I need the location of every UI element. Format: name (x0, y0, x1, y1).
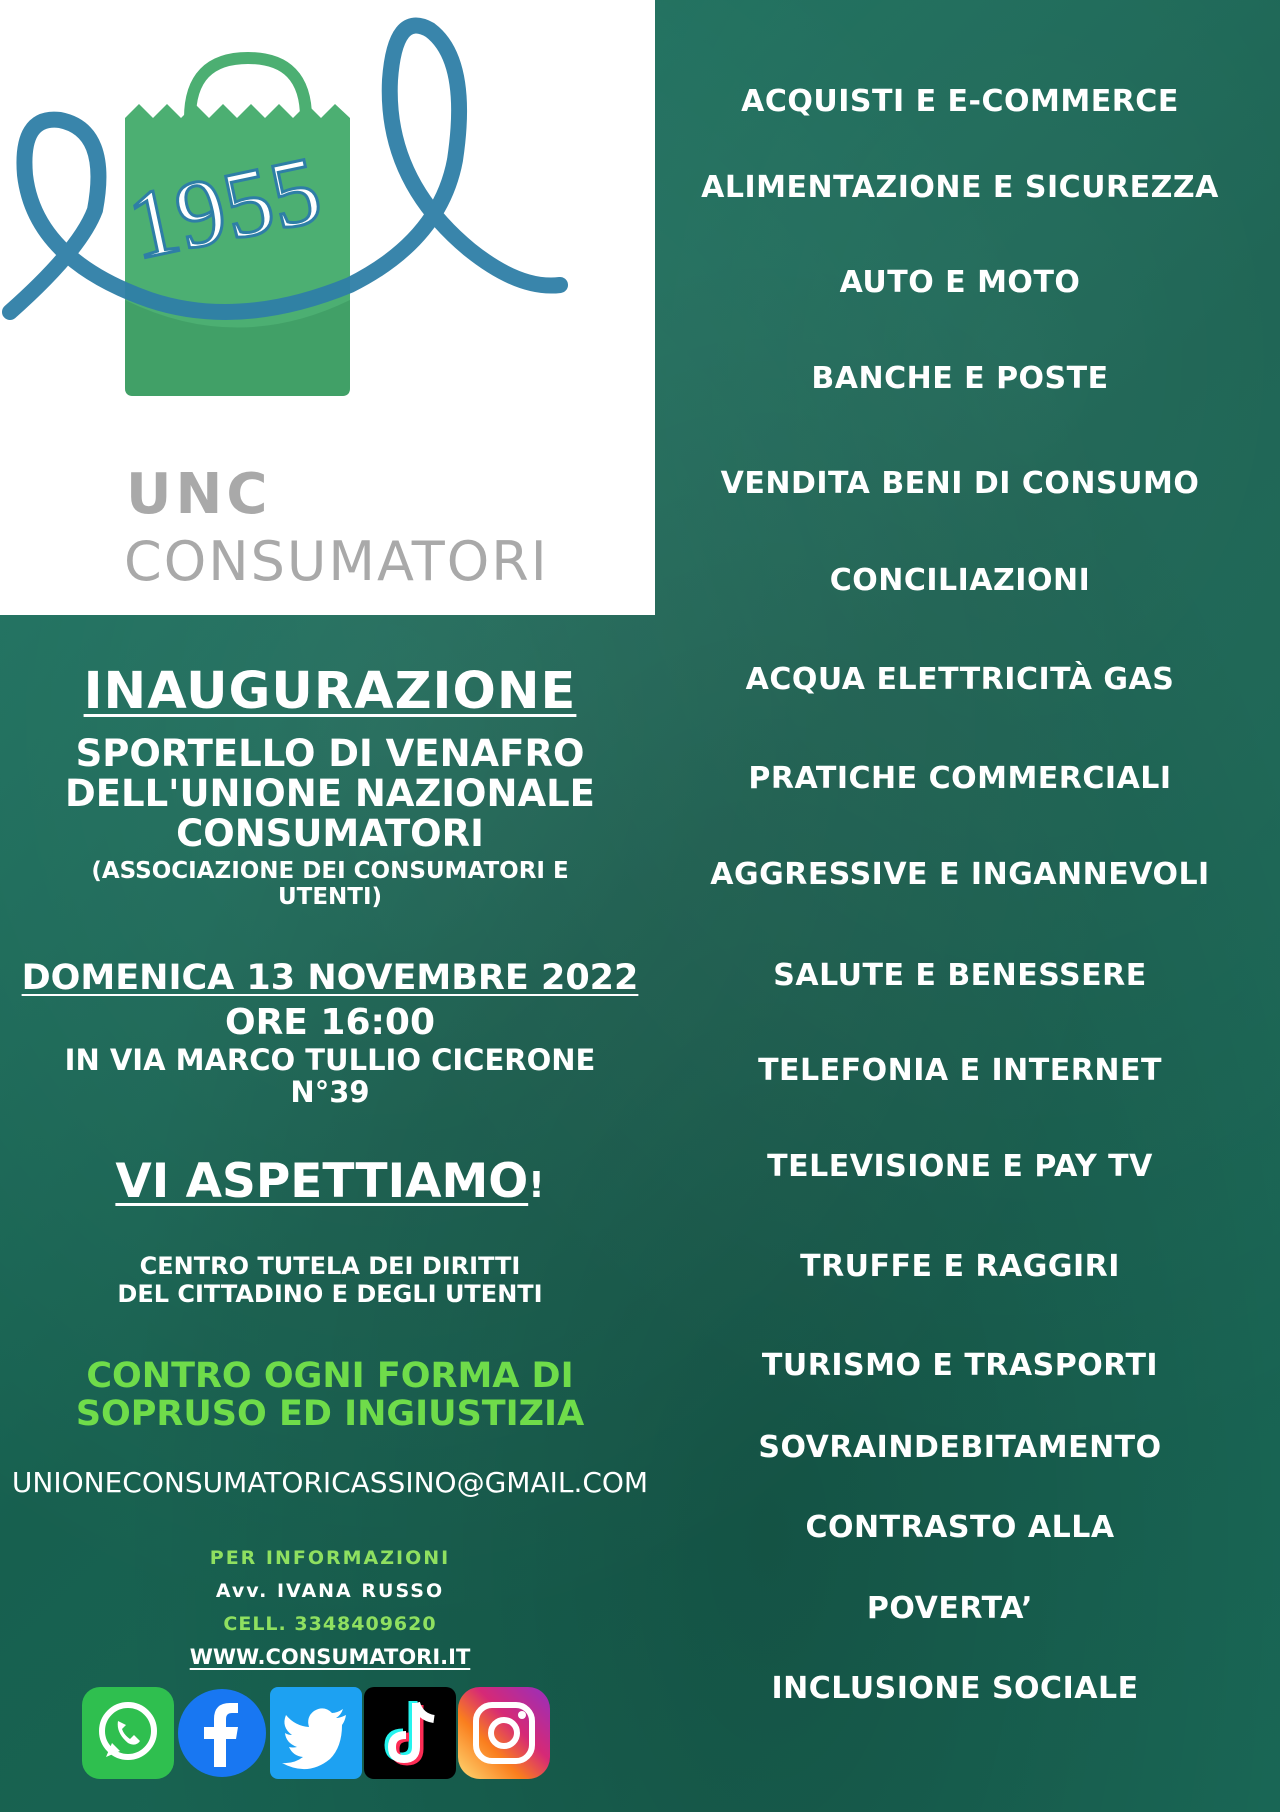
service-item: SALUTE E BENESSERE (773, 958, 1147, 993)
service-item: ACQUA ELETTRICITÀ GAS (745, 662, 1175, 697)
service-item: CONTRASTO ALLA (805, 1510, 1115, 1545)
event-subtitle (0, 734, 660, 854)
contact-person: Avv. IVANA RUSSO (215, 1580, 445, 1602)
centro-line: CENTRO TUTELA DEI DIRITTI (139, 1252, 521, 1280)
website-link[interactable]: WWW.CONSUMATORI.IT (189, 1645, 471, 1669)
contro-line: CONTRO OGNI FORMA DI (86, 1356, 574, 1396)
tiktok-icon[interactable] (362, 1685, 458, 1781)
whatsapp-icon[interactable] (80, 1685, 176, 1781)
service-item: ACQUISTI E E-COMMERCE (741, 84, 1179, 119)
facebook-icon[interactable] (174, 1685, 270, 1781)
welcome-text: VI ASPETTIAMO! (115, 1154, 545, 1209)
service-item: ALIMENTAZIONE E SICUREZZA (701, 170, 1219, 205)
service-item: VENDITA BENI DI CONSUMO (720, 466, 1200, 501)
subtitle-line: CONSUMATORI (176, 812, 484, 855)
twitter-icon[interactable] (268, 1685, 364, 1781)
logo-panel (0, 0, 655, 615)
service-item: TRUFFE E RAGGIRI (800, 1249, 1120, 1284)
contact-phone[interactable]: CELL. 3348409620 (223, 1613, 437, 1635)
unc-logo-graphic (0, 0, 655, 615)
service-item: INCLUSIONE SOCIALE (771, 1671, 1139, 1706)
assoc-line: UTENTI) (277, 884, 383, 910)
event-date: DOMENICA 13 NOVEMBRE 2022 (21, 958, 639, 998)
service-item: TELEFONIA E INTERNET (758, 1053, 1162, 1088)
address-line: IN VIA MARCO TULLIO CICERONE (64, 1043, 596, 1077)
event-association-note (0, 858, 660, 910)
brand-line-consumatori: CONSUMATORI (124, 530, 549, 593)
service-item: TELEVISIONE E PAY TV (767, 1149, 1153, 1184)
subtitle-line: SPORTELLO DI VENAFRO (75, 732, 585, 775)
logo-year: 1955 (119, 135, 330, 280)
service-item: AUTO E MOTO (839, 265, 1081, 300)
contact-email[interactable]: UNIONECONSUMATORICASSINO@GMAIL.COM (11, 1466, 649, 1499)
service-item: POVERTA’ (866, 1591, 1034, 1626)
subtitle-line: DELL'UNIONE NAZIONALE (65, 772, 595, 815)
instagram-icon[interactable] (456, 1685, 552, 1781)
service-item: AGGRESSIVE E INGANNEVOLI (710, 857, 1210, 892)
assoc-line: (ASSOCIAZIONE DEI CONSUMATORI E (91, 858, 569, 884)
service-item: PRATICHE COMMERCIALI (748, 761, 1172, 796)
contro-slogan (0, 1357, 660, 1433)
service-item: CONCILIAZIONI (829, 563, 1091, 598)
contro-line: SOPRUSO ED INGIUSTIZIA (75, 1394, 585, 1434)
service-item: TURISMO E TRASPORTI (761, 1348, 1159, 1383)
event-title: INAUGURAZIONE (83, 662, 577, 721)
event-address (0, 1044, 660, 1108)
event-time: ORE 16:00 (224, 1002, 436, 1043)
centro-tutela (0, 1252, 660, 1308)
centro-line: DEL CITTADINO E DEGLI UTENTI (117, 1280, 543, 1308)
address-line: N°39 (290, 1075, 370, 1109)
service-item: SOVRAINDEBITAMENTO (758, 1430, 1162, 1465)
welcome-exclamation: ! (528, 1165, 545, 1206)
service-item: BANCHE E POSTE (811, 361, 1109, 396)
info-label: PER INFORMAZIONI (209, 1547, 451, 1569)
brand-line-unc: UNC (126, 462, 272, 527)
